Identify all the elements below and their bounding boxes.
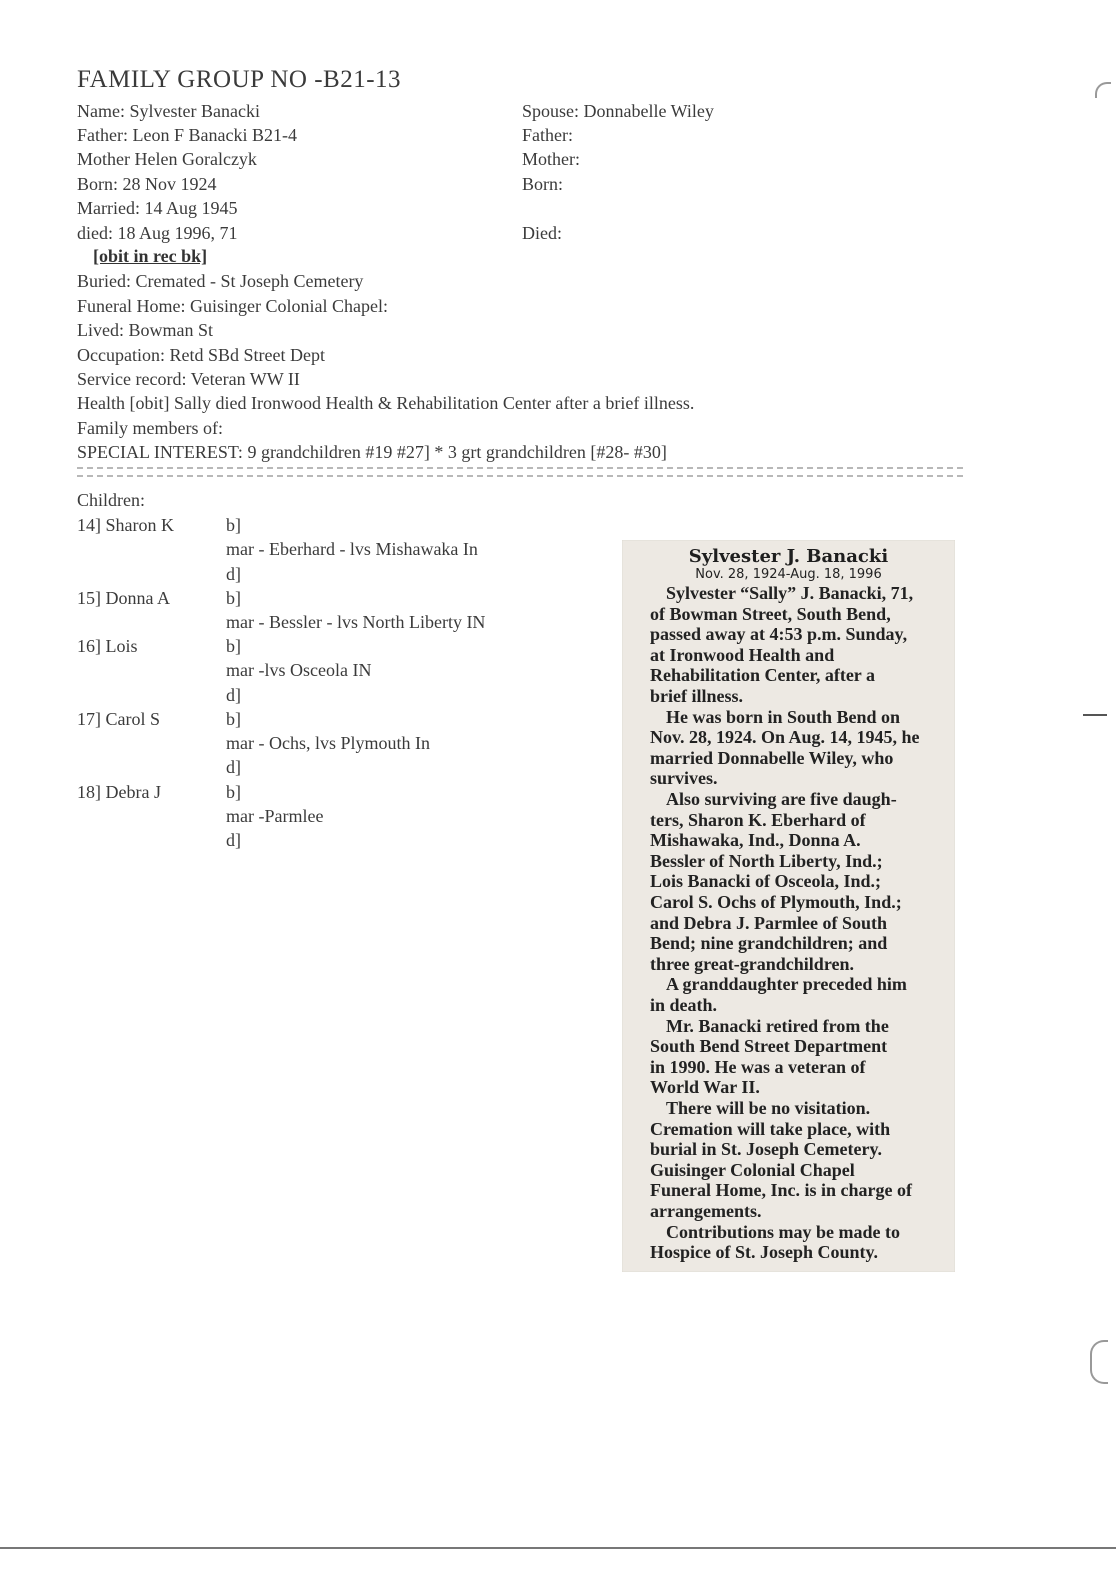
obituary-line: Carol S. Ochs of Plymouth, Ind.;	[650, 892, 902, 912]
child-name: 15] Donna A	[77, 588, 170, 608]
lived-field: Lived: Bowman St	[77, 320, 213, 340]
obituary-line: of Bowman Street, South Bend,	[650, 603, 891, 624]
born-field: Born: 28 Nov 1924	[77, 174, 217, 194]
obituary-line: Lois Banacki of Osceola, Ind.;	[650, 871, 882, 892]
child-married: mar - Eberhard - lvs Mishawaka In	[226, 539, 478, 559]
scan-edge-line	[0, 1547, 1116, 1549]
binder-hole-mark	[1095, 82, 1111, 98]
obituary-line: Contributions may be made to	[666, 1221, 901, 1242]
obituary-line: Cremation will take place, with	[650, 1118, 891, 1139]
child-born: b]	[226, 709, 241, 729]
obituary-line: Bend; nine grandchildren; and	[650, 933, 888, 954]
child-died: d]	[226, 757, 241, 777]
child-born: b]	[226, 636, 241, 656]
obituary-line: ters, Sharon K. Eberhard of	[650, 809, 866, 830]
child-married: mar - Bessler - lvs North Liberty IN	[226, 612, 486, 632]
obituary-line: A granddaughter preceded him	[666, 974, 907, 995]
obituary-line: South Bend Street Department	[650, 1036, 888, 1057]
binder-hole-mark	[1083, 714, 1107, 716]
child-born: b]	[226, 588, 241, 608]
children-heading: Children:	[77, 490, 145, 510]
married-field: Married: 14 Aug 1945	[77, 198, 238, 218]
spouse-field: Spouse: Donnabelle Wiley	[522, 101, 714, 121]
obituary-line: Funeral Home, Inc. is in charge of	[650, 1180, 912, 1201]
obituary-line: Mishawaka, Ind., Donna A.	[650, 830, 861, 851]
child-died: d]	[226, 564, 241, 584]
child-name: 14] Sharon K	[77, 515, 174, 535]
obituary-clipping	[622, 540, 955, 1272]
occupation-field: Occupation: Retd SBd Street Dept	[77, 345, 325, 365]
child-born: b]	[226, 515, 241, 535]
family-members-field: Family members of:	[77, 418, 223, 438]
obituary-name: Sylvester J. Banacki	[688, 546, 889, 567]
father-field: Father: Leon F Banacki B21-4	[77, 125, 297, 145]
child-died: d]	[226, 685, 241, 705]
obituary-line: passed away at 4:53 p.m. Sunday,	[650, 624, 908, 645]
child-born: b]	[226, 782, 241, 802]
child-name: 18] Debra J	[77, 782, 161, 802]
page-title: FAMILY GROUP NO -B21-13	[77, 66, 402, 93]
obituary-line: There will be no visitation.	[666, 1098, 871, 1118]
obituary-line: and Debra J. Parmlee of South	[650, 912, 887, 933]
obituary-line: married Donnabelle Wiley, who	[650, 747, 894, 768]
obituary-line: Mr. Banacki retired from the	[666, 1015, 889, 1036]
obituary-line: Bessler of North Liberty, Ind.;	[650, 850, 883, 871]
child-died: d]	[226, 830, 241, 850]
obit-reference: [obit in rec bk]	[93, 246, 208, 266]
obituary-line: burial in St. Joseph Cemetery.	[650, 1139, 882, 1160]
child-married: mar -Parmlee	[226, 806, 324, 826]
obituary-line: World War II.	[650, 1077, 760, 1098]
child-name: 17] Carol S	[77, 709, 160, 729]
name-field: Name: Sylvester Banacki	[77, 101, 260, 121]
spouse-father-field: Father:	[522, 125, 573, 145]
obituary-line: Hospice of St. Joseph County.	[650, 1242, 879, 1263]
spouse-died-field: Died:	[522, 223, 562, 243]
obituary-line: at Ironwood Health and	[650, 644, 835, 665]
health-field: Health [obit] Sally died Ironwood Health & Rehabilitation Center after a brief illness.	[77, 393, 695, 413]
obituary-line: Also surviving are five daugh-	[666, 789, 897, 809]
section-divider	[77, 467, 963, 477]
obituary-dates: Nov. 28, 1924-Aug. 18, 1996	[695, 567, 882, 582]
obituary-line: in death.	[650, 995, 718, 1015]
obituary-line: Sylvester “Sally” J. Banacki, 71,	[666, 583, 914, 603]
child-married: mar - Ochs, lvs Plymouth In	[226, 733, 430, 753]
funeral-home-field: Funeral Home: Guisinger Colonial Chapel:	[77, 296, 388, 316]
spouse-mother-field: Mother:	[522, 149, 580, 169]
binder-hole-mark	[1090, 1340, 1108, 1384]
child-married: mar -lvs Osceola IN	[226, 660, 372, 680]
obituary-line: Nov. 28, 1924. On Aug. 14, 1945, he	[650, 727, 920, 748]
service-record-field: Service record: Veteran WW II	[77, 369, 300, 389]
obituary-line: survives.	[650, 768, 718, 789]
spouse-born-field: Born:	[522, 174, 564, 194]
obituary-line: in 1990. He was a veteran of	[650, 1056, 866, 1077]
obituary-line: Guisinger Colonial Chapel	[650, 1159, 855, 1180]
buried-field: Buried: Cremated - St Joseph Cemetery	[77, 271, 364, 291]
obituary-line: brief illness.	[650, 686, 743, 706]
mother-field: Mother Helen Goralczyk	[77, 149, 257, 169]
obituary-line: arrangements.	[650, 1201, 762, 1221]
special-interest-field: SPECIAL INTEREST: 9 grandchildren #19 #27] * 3 grt grandchildren [#28- #30]	[77, 442, 667, 462]
child-name: 16] Lois	[77, 636, 138, 656]
obituary-line: three great-grandchildren.	[650, 953, 854, 974]
obituary-line: He was born in South Bend on	[666, 706, 901, 727]
obituary-line: Rehabilitation Center, after a	[650, 665, 875, 686]
died-field: died: 18 Aug 1996, 71	[77, 223, 238, 243]
